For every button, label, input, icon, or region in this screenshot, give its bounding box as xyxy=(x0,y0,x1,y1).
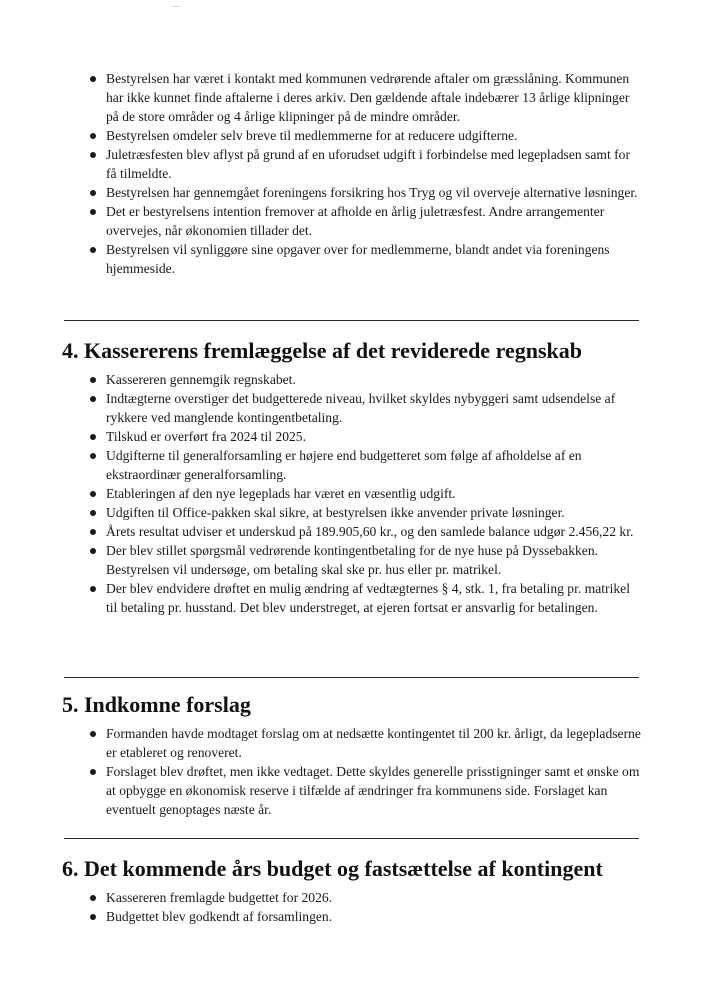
section-4-heading: 4. Kassererens fremlæggelse af det reviderede regnskab xyxy=(62,338,582,363)
list-item: Udgifterne til generalforsamling er højere end budgetteret som følge af afholdelse af en ekstraordinær generalforsamling. xyxy=(62,446,642,484)
list-item: Budgettet blev godkendt af forsamlingen. xyxy=(62,907,642,926)
list-item: Juletræsfesten blev aflyst på grund af en uforudset udgift i forbindelse med legepladsen samt for få tilmeldte. xyxy=(62,145,642,183)
list-item: Bestyrelsen har gennemgået foreningens forsikring hos Tryg og vil overveje alternative løsninger. xyxy=(62,183,642,202)
section-6-budget xyxy=(62,856,642,926)
section-5-proposals xyxy=(62,692,642,819)
list-item: Bestyrelsen vil synliggøre sine opgaver over for medlemmerne, blandt andet via foreningens hjemmeside. xyxy=(62,240,642,278)
list-item: Formanden havde modtaget forslag om at nedsætte kontingentet til 200 kr. årligt, da legepladserne er etableret og renoveret. xyxy=(62,724,642,762)
list-item: Udgiften til Office-pakken skal sikre, at bestyrelsen ikke anvender private løsninger. xyxy=(62,503,642,522)
list-item: Kassereren fremlagde budgettet for 2026. xyxy=(62,888,642,907)
bullet-list-section-4 xyxy=(62,370,642,617)
list-item: Etableringen af den nye legeplads har været en væsentlig udgift. xyxy=(62,484,642,503)
section-divider xyxy=(64,838,639,839)
list-item: Det er bestyrelsens intention fremover at afholde en årlig juletræsfest. Andre arrangementer overvejes, når økonomien tillader det. xyxy=(62,202,642,240)
section-4-treasurer-report xyxy=(62,338,642,617)
list-item: Der blev endvidere drøftet en mulig ændring af vedtægternes § 4, stk. 1, fra betaling pr. matrikel til betaling pr. husstand. Det blev understreget, at ejeren fortsat er ansvarlig for betalingen. xyxy=(62,579,642,617)
bullet-list-section-6 xyxy=(62,888,642,926)
list-item: Årets resultat udviser et underskud på 189.905,60 kr., og den samlede balance udgør 2.456,22 kr. xyxy=(62,522,642,541)
list-item: Tilskud er overført fra 2024 til 2025. xyxy=(62,427,642,446)
list-item: Forslaget blev drøftet, men ikke vedtaget. Dette skyldes generelle prisstigninger samt et ønske om at opbygge en økonomisk reserve i tilfælde af ændringer fra kommunens side. Forslaget kan eventuelt genoptages næste år. xyxy=(62,762,642,819)
scan-mark xyxy=(172,6,180,7)
list-item: Bestyrelsen omdeler selv breve til medlemmerne for at reducere udgifterne. xyxy=(62,126,642,145)
bullet-list-section-5 xyxy=(62,724,642,819)
list-item: Indtægterne overstiger det budgetterede niveau, hvilket skyldes nybyggeri samt udsendelse af rykkere ved manglende kontingentbetaling. xyxy=(62,389,642,427)
section-5-heading: 5. Indkomne forslag xyxy=(62,692,251,717)
section-divider xyxy=(64,320,639,321)
section-divider xyxy=(64,677,639,678)
section-board-report-continued xyxy=(62,69,642,278)
list-item: Der blev stillet spørgsmål vedrørende kontingentbetaling for de nye huse på Dyssebakken. Bestyrelsen vil undersøge, om betaling skal ske pr. hus eller pr. matrikel. xyxy=(62,541,642,579)
bullet-list-board-report xyxy=(62,69,642,278)
list-item: Kassereren gennemgik regnskabet. xyxy=(62,370,642,389)
section-6-heading: 6. Det kommende års budget og fastsættelse af kontingent xyxy=(62,856,603,881)
list-item: Bestyrelsen har været i kontakt med kommunen vedrørende aftaler om græsslåning. Kommunen har ikke kunnet finde aftalerne i deres arkiv. Den gældende aftale indebærer 13 årlige klipninger på de store områder og 4 årlige klipninger på de mindre områder. xyxy=(62,69,642,126)
